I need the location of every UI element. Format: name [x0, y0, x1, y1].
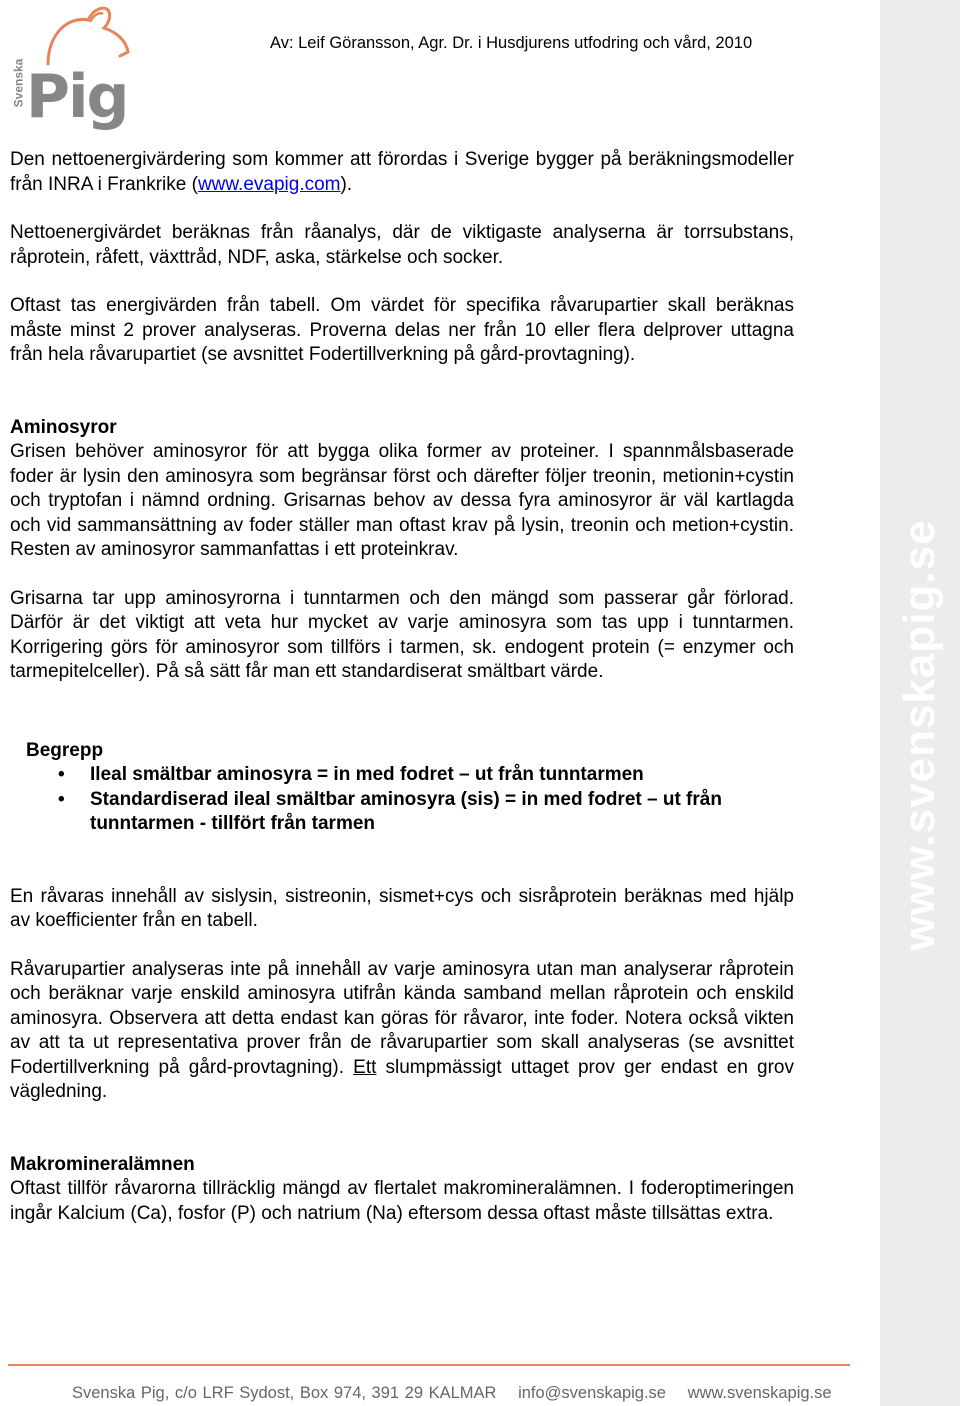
footer-email-link[interactable]: info@svenskapig.se: [518, 1384, 666, 1402]
paragraph-netto-intro: [10, 148, 794, 197]
heading-begrepp: Begrepp: [26, 739, 104, 761]
header-byline: Av: Leif Göransson, Agr. Dr. i Husdjurens utfodring och vård, 2010: [270, 34, 753, 52]
list-item-text: Ileal smältbar aminosyra = in med fodret – ut från tunntarmen: [90, 764, 644, 785]
evapig-link[interactable]: www.evapig.com: [197, 173, 341, 195]
list-item-text: Standardiserad ileal smältbar aminosyra (sis) = in med fodret – ut från tunntarmen - tillfört från tarmen: [90, 788, 722, 834]
footer-address: Svenska Pig, c/o LRF Sydost, Box 974, 391 29 KALMAR: [72, 1384, 497, 1402]
heading-makromineral: Makromineralämnen: [10, 1153, 195, 1175]
bullet-icon: •: [58, 764, 65, 785]
paragraph-energivarden: Oftast tas energivärden från tabell. Om värdet för specifika råvarupartier skall beräknas måste minst 2 prover analyseras. Proverna delas ner från 10 eller flera delprover uttagna från hela råvarupartiet (se avsnittet Fodertillverkning på gård-provtagning).: [10, 295, 794, 365]
paragraph-text: slumpmässigt uttaget prov ger endast en grov vägledning.: [10, 1056, 794, 1102]
footer-web-link[interactable]: www.svenskapig.se: [687, 1384, 832, 1402]
paragraph-text: Den nettoenergivärdering som kommer att förordas i Sverige bygger på beräkningsmodeller från INRA i Frankrike (: [10, 149, 794, 195]
sidebar-url-watermark: www.svenskapig.se: [895, 519, 944, 951]
underlined-word: Ett: [353, 1056, 377, 1078]
paragraph-text: ).: [340, 173, 353, 195]
heading-aminosyror: Aminosyror: [10, 416, 117, 438]
document-body: [10, 148, 794, 1226]
footer: [72, 1384, 848, 1403]
paragraph-aminosyror: Grisen behöver aminosyror för att bygga olika former av proteiner. I spannmålsbaserade foder är lysin den aminosyra som begränsar först och därefter följer treonin, metionin+cystin och tryptofan i nämnd ordning. Grisarnas behov av dessa fyra aminosyror är väl kartlagda och vid sammansättning av foder ställer man oftast krav på lysin, treonin och metion+cystin. Resten av aminosyror sammanfattas i ett proteinkrav.: [10, 441, 794, 560]
paragraph-sislysin: En råvaras innehåll av sislysin, sistreonin, sismet+cys och sisråprotein beräknas med hjälp av koefficienter från en tabell.: [10, 885, 794, 931]
logo-brand: Pig: [26, 62, 128, 132]
list-item: [10, 788, 794, 837]
paragraph-tunntarmen: Grisarna tar upp aminosyrorna i tunntarmen och den mängd som passerar går förlorad. Därför är det viktigt att veta hur mycket av varje aminosyra som tas upp i tunntarmen. Korrigering görs för aminosyror som tillförs i tarmen, sk. endogent protein (= enzymer och tarmepitelceller). På så sätt får man ett standardiserat smältbart värde.: [10, 587, 794, 682]
paragraph-makromineral: Oftast tillför råvarorna tillräcklig mängd av flertalet makromineralämnen. I foderoptimeringen ingår Kalcium (Ca), fosfor (P) och natrium (Na) eftersom dessa oftast måste tillsättas extra.: [10, 1178, 794, 1224]
paragraph-ravarupartier: [10, 958, 794, 1105]
paragraph-nettoenergi: Nettoenergivärdet beräknas från råanalys, där de viktigaste analyserna är torrsubstans, råprotein, råfett, växttråd, NDF, aska, stärkelse och socker.: [10, 222, 794, 268]
bullet-icon: •: [58, 788, 65, 810]
paragraph-text: Råvarupartier analyseras inte på innehåll av varje aminosyra utan man analyserar råprotein och beräknar varje enskild aminosyra utifrån kända samband mellan råprotein och enskild aminosyra. Observera att detta endast kan göras för råvaror, inte foder. Notera också vikten av att ta ut representativa prover från de råvarupartier som skall analyseras (se avsnittet Fodertillverkning på gård-provtagning).: [10, 958, 794, 1078]
list-item: [10, 763, 794, 788]
footer-divider: [8, 1364, 850, 1366]
logo-prefix: Svenska: [11, 58, 26, 108]
svenska-pig-logo: [8, 4, 138, 132]
begrepp-list: [10, 763, 794, 837]
